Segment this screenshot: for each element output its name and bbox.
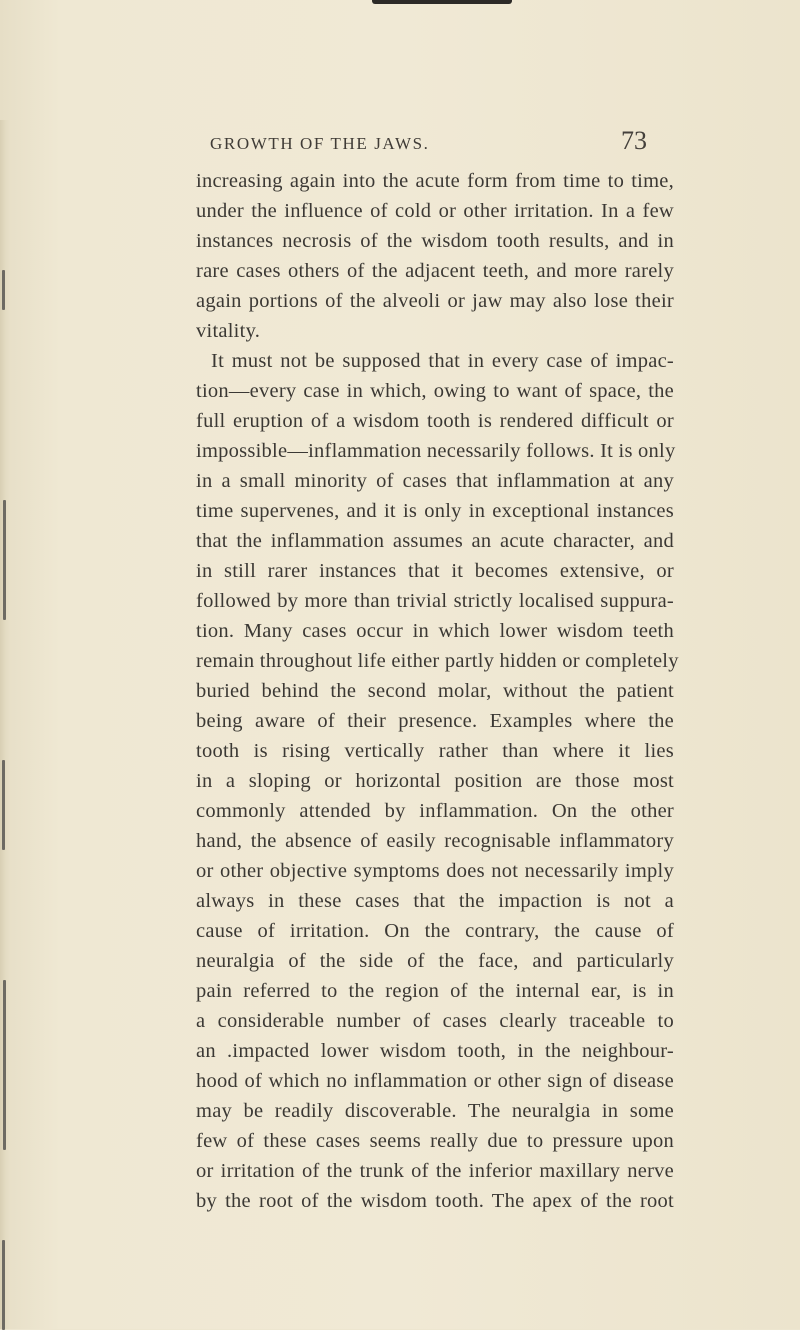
- spine-mark: [2, 270, 5, 310]
- text-line: in a small minority of cases that inflammation at any: [196, 470, 674, 492]
- text-line: neuralgia of the side of the face, and particularly: [196, 950, 674, 972]
- page-spine-shadow: [0, 120, 10, 1329]
- spine-mark: [3, 980, 6, 1150]
- text-line: followed by more than trivial strictly localised suppura-: [196, 590, 674, 612]
- text-line: in still rarer instances that it becomes extensive, or: [196, 560, 674, 582]
- text-line: tion—every case in which, owing to want of space, the: [196, 380, 674, 402]
- text-line: impossible—inflammation necessarily follows. It is only: [196, 440, 676, 462]
- text-line: in a sloping or horizontal position are those most: [196, 770, 674, 792]
- text-line: buried behind the second molar, without the patient: [196, 680, 674, 702]
- text-line: instances necrosis of the wisdom tooth results, and in: [196, 230, 674, 252]
- text-line: increasing again into the acute form from time to time,: [196, 170, 674, 192]
- page-header: [0, 126, 800, 158]
- text-line: a considerable number of cases clearly traceable to: [196, 1010, 674, 1032]
- text-line: remain throughout life either partly hidden or completely: [196, 650, 679, 672]
- text-line: always in these cases that the impaction is not a: [196, 890, 674, 912]
- text-line: tooth is rising vertically rather than where it lies: [196, 740, 674, 762]
- text-line: hand, the absence of easily recognisable inflammatory: [196, 830, 674, 852]
- text-line: that the inflammation assumes an acute character, and: [196, 530, 674, 552]
- text-line: an .impacted lower wisdom tooth, in the neighbour-: [196, 1040, 674, 1062]
- spine-mark: [3, 500, 6, 620]
- text-line: may be readily discoverable. The neuralgia in some: [196, 1100, 674, 1122]
- page-number: 73: [621, 126, 647, 155]
- spine-mark: [2, 760, 5, 850]
- text-line: or other objective symptoms does not necessarily imply: [196, 860, 674, 882]
- text-line: under the influence of cold or other irritation. In a few: [196, 200, 674, 222]
- text-line: rare cases others of the adjacent teeth, and more rarely: [196, 260, 674, 282]
- text-line: again portions of the alveoli or jaw may also lose their: [196, 290, 674, 312]
- text-line: time supervenes, and it is only in exceptional instances: [196, 500, 674, 522]
- text-line: commonly attended by inflammation. On the other: [196, 800, 674, 822]
- top-edge-rule: [372, 0, 512, 4]
- text-line: tion. Many cases occur in which lower wisdom teeth: [196, 620, 674, 642]
- text-line: It must not be supposed that in every case of impac-: [211, 350, 674, 372]
- spine-mark: [2, 1240, 5, 1330]
- text-line: few of these cases seems really due to pressure upon: [196, 1130, 674, 1152]
- text-line: cause of irritation. On the contrary, the cause of: [196, 920, 674, 942]
- text-line: or irritation of the trunk of the inferior maxillary nerve: [196, 1160, 674, 1182]
- text-line: vitality.: [196, 320, 261, 342]
- text-line: by the root of the wisdom tooth. The apex of the root: [196, 1190, 674, 1212]
- text-line: pain referred to the region of the internal ear, is in: [196, 980, 674, 1002]
- text-line: full eruption of a wisdom tooth is rendered difficult or: [196, 410, 674, 432]
- running-title: GROWTH OF THE JAWS.: [210, 134, 430, 153]
- text-line: being aware of their presence. Examples where the: [196, 710, 674, 732]
- text-line: hood of which no inflammation or other sign of disease: [196, 1070, 674, 1092]
